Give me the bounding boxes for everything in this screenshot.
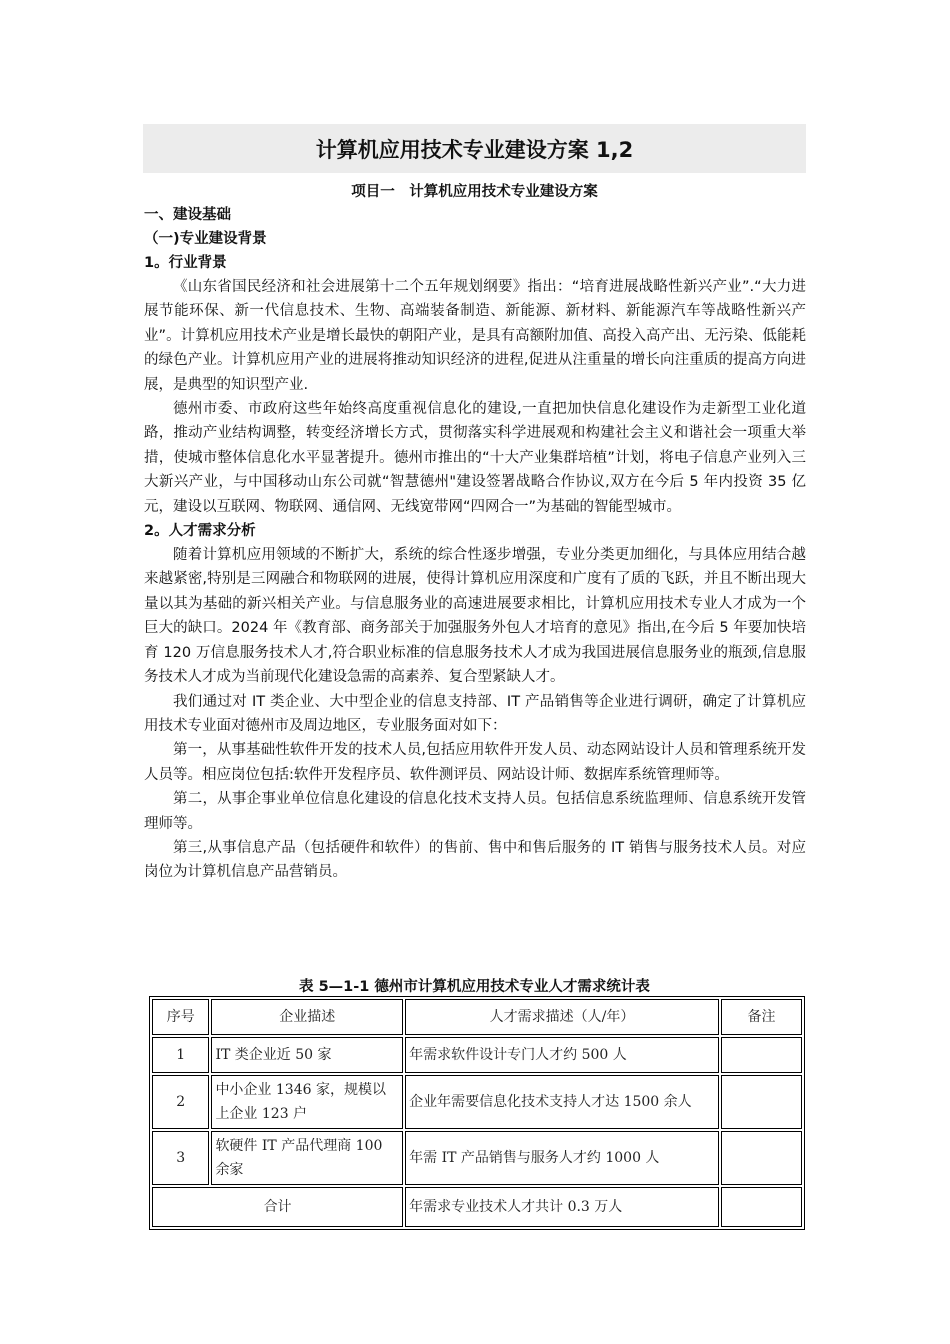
table-caption: 表 5—1-1 德州市计算机应用技术专业人才需求统计表 [299, 979, 650, 995]
paragraph: 第一，从事基础性软件开发的技术人员,包括应用软件开发人员、动态网站设计人员和管理系统开发人员等。相应岗位包括:软件开发程序员、软件测评员、网站设计师、数据库系统管理师等。 [144, 742, 806, 783]
table-row [152, 1037, 802, 1073]
paragraph: 《山东省国民经济和社会进展第十二个五年规划纲要》指出：“培育进展战略性新兴产业”.“大力进展节能环保、新一代信息技术、生物、高端装备制造、新能源、新材料、新能源汽车等战略性新兴产业”。计算机应用技术产业是增长最快的朝阳产业，是具有高额附加值、高投入高产出、无污染、低能耗的绿色产业。计算机应用产业的进展将推动知识经济的进程,促进从注重量的增长向注重质的提高方向进展，是典型的知识型产业. [144, 279, 806, 393]
table-cell [721, 1037, 802, 1073]
table-total-row [152, 1187, 802, 1227]
table-cell: 2 [152, 1075, 209, 1129]
table-cell [721, 1187, 802, 1227]
column-header: 序号 [152, 999, 209, 1035]
document-title: 计算机应用技术专业建设方案 1,2 [315, 137, 634, 162]
table-row [152, 1131, 802, 1185]
document-body [144, 203, 806, 885]
paragraph: 第二，从事企事业单位信息化建设的信息化技术支持人员。包括信息系统监理师、信息系统开发管理师等。 [144, 791, 806, 832]
table-cell: 年需 IT 产品销售与服务人才约 1000 人 [405, 1131, 719, 1185]
column-header: 人才需求描述（人/年） [405, 999, 719, 1035]
table-cell: 软硬件 IT 产品代理商 100 余家 [211, 1131, 403, 1185]
table-cell: 年需求软件设计专门人才约 500 人 [405, 1037, 719, 1073]
table-cell: IT 类企业近 50 家 [211, 1037, 403, 1073]
table-row [152, 1075, 802, 1129]
column-header: 企业描述 [211, 999, 403, 1035]
document-subtitle: 项目一 计算机应用技术专业建设方案 [351, 184, 598, 200]
table-cell: 企业年需要信息化技术支持人才达 1500 余人 [405, 1075, 719, 1129]
talent-heading: 2。人才需求分析 [144, 523, 256, 540]
column-header: 备注 [721, 999, 802, 1035]
talent-demand-table [149, 996, 805, 1230]
table-cell: 中小企业 1346 家，规模以上企业 123 户 [211, 1075, 403, 1129]
table-cell [721, 1131, 802, 1185]
table-cell: 1 [152, 1037, 209, 1073]
table-header-row [152, 999, 802, 1035]
industry-heading: 1。行业背景 [144, 255, 227, 271]
title-band [143, 124, 806, 173]
section-heading: 一、建设基础 [144, 207, 231, 223]
paragraph: 第三,从事信息产品（包括硬件和软件）的售前、售中和售后服务的 IT 销售与服务技术人员。对应岗位为计算机信息产品营销员。 [144, 839, 806, 881]
table-cell: 3 [152, 1131, 209, 1185]
table-cell [721, 1075, 802, 1129]
total-value: 年需求专业技术人才共计 0.3 万人 [405, 1187, 719, 1227]
paragraph: 随着计算机应用领域的不断扩大，系统的综合性逐步增强，专业分类更加细化，与具体应用结合越来越紧密,特别是三网融合和物联网的进展，使得计算机应用深度和广度有了质的飞跃，并且不断出现大量以其为基础的新兴相关产业。与信息服务业的高速进展要求相比，计算机应用技术专业人才成为一个巨大的缺口。2024 年《教育部、商务部关于加强服务外包人才培育的意见》指出,在今后 5 年要加快培育 120 万信息服务技术人才,符合职业标准的信息服务技术人才成为我国进展信息服务业的瓶颈,信息服务技术人才成为当前现代化建设急需的高素养、复合型紧缺人才。 [144, 547, 806, 686]
subsection-heading: （一)专业建设背景 [144, 231, 267, 247]
paragraph: 德州市委、市政府这些年始终高度重视信息化的建设,一直把加快信息化建设作为走新型工业化道路，推动产业结构调整，转变经济增长方式，贯彻落实科学进展观和构建社会主义和谐社会一项重大举措，使城市整体信息化水平显著提升。德州市推出的“十大产业集群培植”计划，将电子信息产业列入三大新兴产业，与中国移动山东公司就“智慧德州"建设签署战略合作协议,双方在今后 5 年内投资 35 亿元，建设以互联网、物联网、通信网、无线宽带网“四网合一”为基础的智能型城市。 [144, 401, 806, 515]
total-label: 合计 [152, 1187, 403, 1227]
paragraph: 我们通过对 IT 类企业、大中型企业的信息支持部、IT 产品销售等企业进行调研，确定了计算机应用技术专业面对德州市及周边地区，专业服务面对如下： [144, 693, 806, 734]
